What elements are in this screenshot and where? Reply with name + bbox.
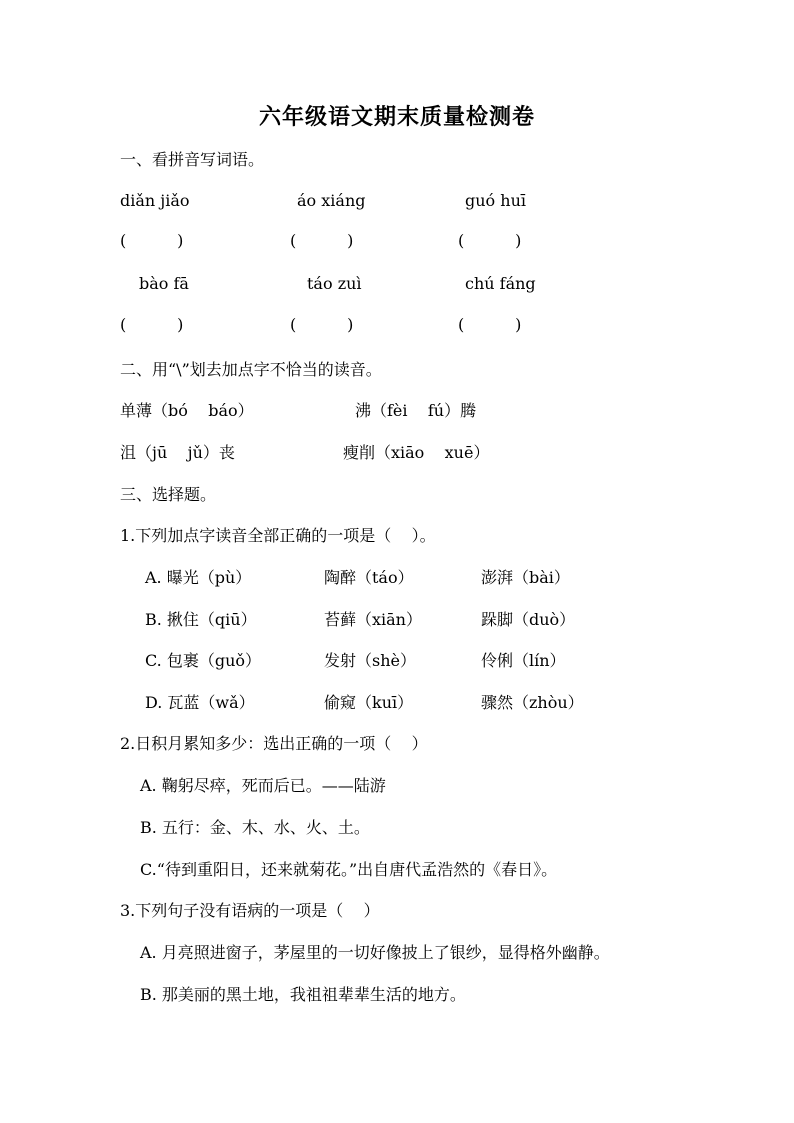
exam-title: 六年级语文期末质量检测卷	[258, 104, 535, 130]
answer-blank-5[interactable]: ( )	[290, 315, 354, 334]
q1-option-b-2: 苔藓（xiān）	[324, 610, 422, 629]
pinyin-5: táo zuì	[307, 274, 362, 293]
reading-item-3: 沮（jū jǔ）丧	[120, 443, 235, 462]
pinyin-1: diǎn jiǎo	[120, 191, 190, 210]
q2-option-a[interactable]: A. 鞠躬尽瘁，死而后已。——陆游	[140, 776, 386, 795]
q3-option-b[interactable]: B. 那美丽的黑土地，我祖祖辈辈生活的地方。	[140, 985, 466, 1004]
reading-item-4: 瘦削（xiāo xuē）	[343, 443, 490, 462]
question-2-stem: 2.日积月累知多少：选出正确的一项（ ）	[120, 734, 428, 753]
answer-blank-6[interactable]: ( )	[458, 315, 522, 334]
pinyin-3: guó huī	[465, 191, 526, 210]
q1-option-c-1[interactable]: C. 包裹（guǒ）	[145, 651, 262, 670]
reading-item-2: 沸（fèi fú）腾	[355, 401, 477, 420]
q1-option-c-2: 发射（shè）	[324, 651, 416, 670]
answer-blank-4[interactable]: ( )	[120, 315, 184, 334]
q1-option-d-2: 偷窥（kuī）	[324, 693, 414, 712]
answer-blank-1[interactable]: ( )	[120, 231, 184, 250]
question-3-stem: 3.下列句子没有语病的一项是（ ）	[120, 901, 380, 920]
section1-heading: 一、看拼音写词语。	[120, 150, 265, 169]
q1-option-b-3: 跺脚（duò）	[481, 610, 576, 629]
q1-option-c-3: 伶俐（lín）	[481, 651, 566, 670]
q1-option-d-3: 骤然（zhòu）	[481, 693, 584, 712]
section2-heading: 二、用“\”划去加点字不恰当的读音。	[120, 360, 382, 379]
q1-option-d-1[interactable]: D. 瓦蓝（wǎ）	[145, 693, 255, 712]
answer-blank-3[interactable]: ( )	[458, 231, 522, 250]
answer-blank-2[interactable]: ( )	[290, 231, 354, 250]
question-1-stem: 1.下列加点字读音全部正确的一项是（ ）。	[120, 526, 436, 545]
q1-option-a-3: 澎湃（bài）	[481, 568, 570, 587]
section3-heading: 三、选择题。	[120, 485, 217, 504]
q1-option-b-1[interactable]: B. 揪住（qiū）	[145, 610, 257, 629]
q2-option-c[interactable]: C.“待到重阳日，还来就菊花。”出自唐代孟浩然的《春日》。	[140, 860, 558, 879]
reading-item-1: 单薄（bó báo）	[120, 401, 254, 420]
q1-option-a-1[interactable]: A. 曝光（pù）	[145, 568, 252, 587]
q1-option-a-2: 陶醉（táo）	[324, 568, 414, 587]
q2-option-b[interactable]: B. 五行：金、木、水、火、土。	[140, 818, 370, 837]
pinyin-2: áo xiáng	[297, 191, 366, 210]
pinyin-4: bào fā	[139, 274, 189, 293]
q3-option-a[interactable]: A. 月亮照进窗子，茅屋里的一切好像披上了银纱，显得格外幽静。	[140, 943, 610, 962]
pinyin-6: chú fáng	[465, 274, 536, 293]
